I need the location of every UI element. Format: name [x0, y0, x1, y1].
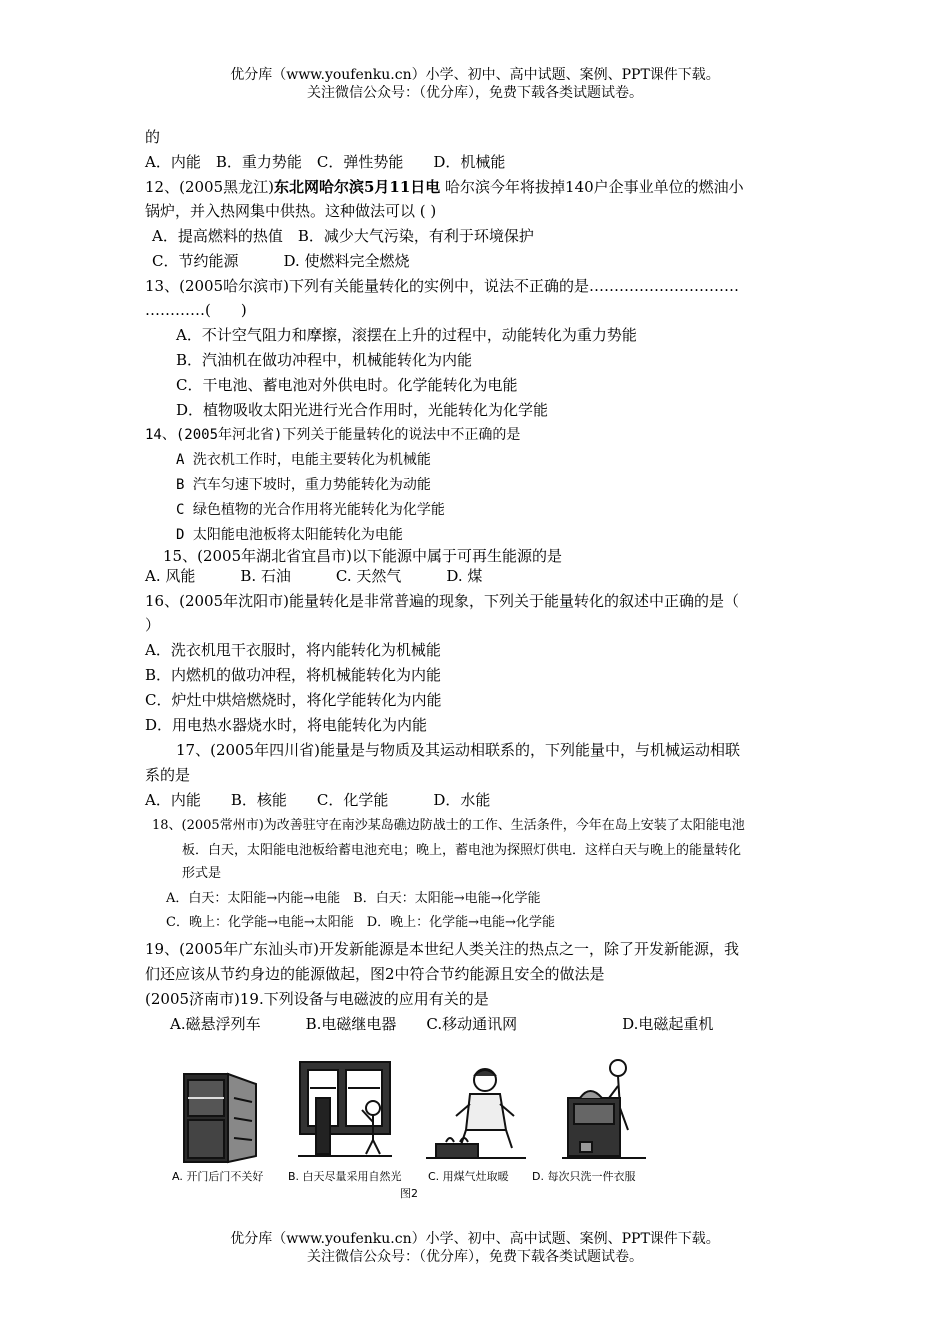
figure-caption-b: B. 白天尽量采用自然光	[288, 1170, 402, 1183]
q16-option-c: C．炉灶中烘焙燃烧时，将化学能转化为内能	[145, 691, 442, 709]
q18-stem: 18、(2005常州市)为改善驻守在南沙某岛礁边防战士的工作、生活条件，今年在岛上安装了太阳能电池	[152, 818, 745, 833]
q19-stem: 19、(2005年广东汕头市)开发新能源是本世纪人类关注的热点之一，除了开发新能源，我	[145, 940, 739, 958]
q14-stem: 14、(2005年河北省)下列关于能量转化的说法中不正确的是	[145, 427, 521, 443]
q17-stem-cont: 系的是	[145, 766, 191, 784]
q18-options-cd: C．晚上：化学能→电能→太阳能 D．晚上：化学能→电能→化学能	[166, 915, 555, 930]
q13-option-a: A．不计空气阻力和摩擦，滚摆在上升的过程中，动能转化为重力势能	[176, 326, 637, 344]
q19-stem-cont: 们还应该从节约身边的能源做起，图2中符合节约能源且安全的做法是	[145, 965, 605, 983]
q12-options-cd: C．节约能源 D. 使燃料完全燃烧	[152, 252, 410, 270]
washing-machine-illustration	[562, 1060, 646, 1158]
q18-stem-cont2: 形式是	[182, 866, 222, 881]
q15-options: A. 风能 B. 石油 C. 天然气 D. 煤	[145, 567, 483, 585]
q15-stem: 15、(2005年湖北省宜昌市)以下能源中属于可再生能源的是	[163, 547, 562, 565]
q14-option-a: A 洗衣机工作时，电能主要转化为机械能	[176, 452, 431, 468]
figure-caption-a: A. 开门后门不关好	[172, 1170, 264, 1183]
header-line-2: 关注微信公众号：（优分库），免费下载各类试题试卷。	[307, 85, 643, 101]
q12-news-source: 东北网哈尔滨5月11日电	[273, 178, 441, 196]
text-line: 的	[145, 128, 161, 146]
footer-line-2: 关注微信公众号：（优分库），免费下载各类试题试卷。	[307, 1249, 643, 1265]
q18-options-ab: A．白天：太阳能→内能→电能 B．白天：太阳能→电能→化学能	[166, 891, 541, 906]
q13-option-c: C．干电池、蓄电池对外供电时。化学能转化为电能	[176, 376, 518, 394]
q14-option-c: C 绿色植物的光合作用将光能转化为化学能	[176, 502, 445, 518]
figure-caption-c: C. 用煤气灶取暖	[428, 1170, 509, 1183]
q16-option-a: A．洗衣机甩干衣服时，将内能转化为机械能	[145, 641, 441, 659]
q17-stem: 17、(2005年四川省)能量是与物质及其运动相联系的，下列能量中，与机械运动相联	[176, 741, 740, 759]
q16-stem-cont: ）	[145, 616, 161, 634]
q17-options: A．内能 B．核能 C．化学能 D．水能	[145, 791, 491, 809]
window-illustration	[298, 1062, 392, 1156]
gas-stove-illustration	[426, 1069, 526, 1158]
fridge-illustration	[184, 1074, 256, 1162]
q12-options-ab: A．提高燃料的热值 B．减少大气污染，有利于环境保护	[152, 227, 534, 245]
q11-options: A．内能 B．重力势能 C．弹性势能 D．机械能	[145, 153, 506, 171]
q16-option-d: D．用电热水器烧水时，将电能转化为内能	[145, 716, 428, 734]
q14-option-d: D 太阳能电池板将太阳能转化为电能	[176, 527, 403, 543]
q16-option-b: B．内燃机的做功冲程，将机械能转化为内能	[145, 666, 442, 684]
q19b-options: A.磁悬浮列车 B.电磁继电器 C.移动通讯网 D.电磁起重机	[170, 1015, 714, 1033]
q13-stem-cont: …………( )	[145, 301, 247, 319]
q13-option-d: D．植物吸收太阳光进行光合作用时，光能转化为化学能	[176, 401, 549, 419]
header-line-1: 优分库（www.youfenku.cn）小学、初中、高中试题、案例、PPT课件下载。	[230, 67, 720, 83]
q16-stem: 16、(2005年沈阳市)能量转化是非常普遍的现象，下列关于能量转化的叙述中正确的是（	[145, 592, 739, 610]
q12-stem	[145, 177, 744, 197]
q12-stem-cont: 锅炉，并入热网集中供热。这种做法可以 ( )	[145, 202, 437, 220]
q12-source: 12、(2005黑龙江)	[145, 178, 274, 196]
figure-caption-d: D. 每次只洗一件衣服	[532, 1170, 636, 1183]
q13-stem: 13、(2005哈尔滨市)下列有关能量转化的实例中，说法不正确的是…………………………	[145, 277, 739, 295]
figure-2	[170, 1058, 660, 1200]
figure-title: 图2	[400, 1187, 418, 1200]
q13-option-b: B．汽油机在做功冲程中，机械能转化为内能	[176, 351, 473, 369]
footer-line-1: 优分库（www.youfenku.cn）小学、初中、高中试题、案例、PPT课件下载。	[230, 1231, 720, 1247]
q18-stem-cont: 板．白天，太阳能电池板给蓄电池充电；晚上，蓄电池为探照灯供电．这样白天与晚上的能量转化	[182, 843, 742, 858]
q19b-stem: (2005济南市)19.下列设备与电磁波的应用有关的是	[145, 990, 489, 1008]
q14-option-b: B 汽车匀速下坡时，重力势能转化为动能	[176, 477, 431, 493]
q12-text: 哈尔滨今年将拔掉140户企事业单位的燃油小	[440, 178, 744, 196]
